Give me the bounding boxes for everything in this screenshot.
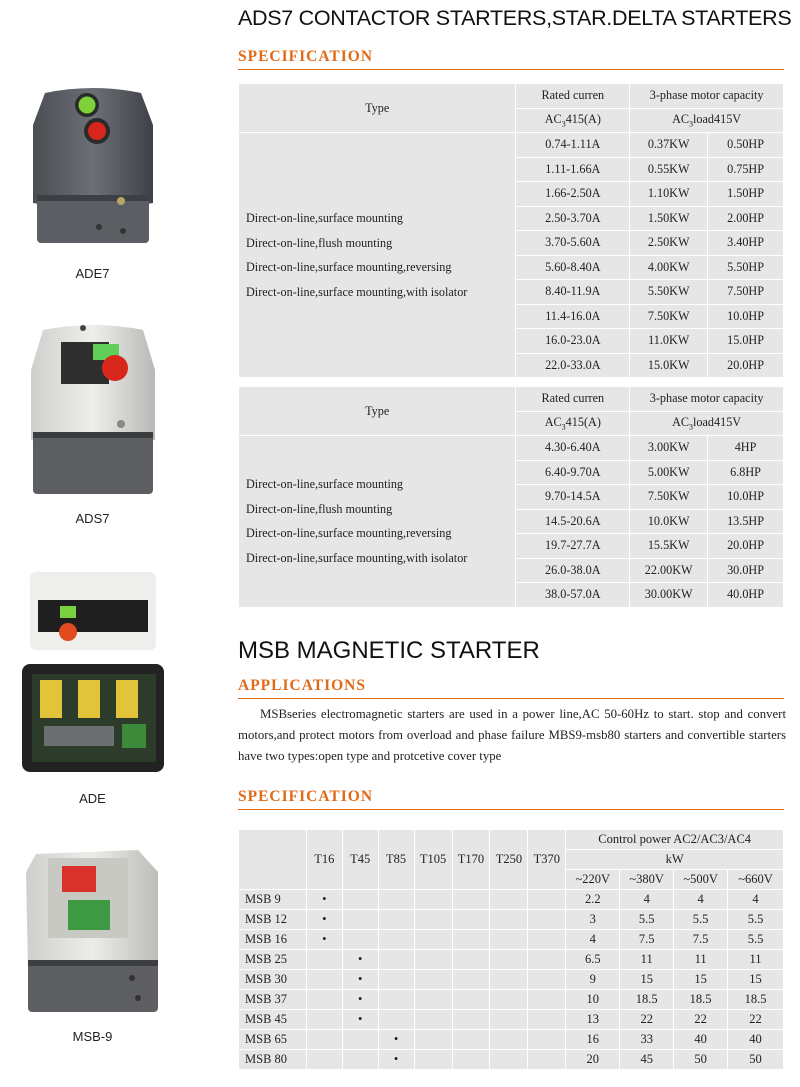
t-cell <box>490 970 528 990</box>
t-cell <box>342 930 378 950</box>
motor-hp-cell: 3.40HP <box>708 231 784 256</box>
type-item: Direct-on-line,surface mounting <box>246 477 404 492</box>
model-name: MSB 45 <box>239 1010 307 1030</box>
power-value: 13 <box>566 1010 620 1030</box>
motor-header-line1: 3-phase motor capacity <box>630 387 784 412</box>
voltage-header: ~660V <box>728 870 784 890</box>
voltage-header: ~220V <box>566 870 620 890</box>
motor-kw-cell: 0.55KW <box>630 157 708 182</box>
t-cell <box>452 1030 490 1050</box>
rated-current-cell: 19.7-27.7A <box>516 534 630 559</box>
motor-kw-cell: 3.00KW <box>630 436 708 461</box>
t-cell <box>414 950 452 970</box>
t-cell <box>452 930 490 950</box>
t-header: T170 <box>452 830 490 890</box>
dot-mark: • <box>342 990 378 1010</box>
t-cell <box>414 970 452 990</box>
power-value: 5.5 <box>620 910 674 930</box>
motor-hp-cell: 15.0HP <box>708 329 784 354</box>
motor-kw-cell: 30.00KW <box>630 583 708 608</box>
power-value: 3 <box>566 910 620 930</box>
table-row <box>239 133 784 158</box>
dot-mark: • <box>342 1010 378 1030</box>
t-cell <box>490 1030 528 1050</box>
table-header-row <box>239 830 784 850</box>
t-cell <box>528 1030 566 1050</box>
motor-hp-cell: 30.0HP <box>708 558 784 583</box>
motor-hp-cell: 10.0HP <box>708 485 784 510</box>
dot-mark: • <box>342 970 378 990</box>
voltage-header: ~380V <box>620 870 674 890</box>
t-cell <box>528 910 566 930</box>
t-cell <box>414 930 452 950</box>
t-cell <box>490 910 528 930</box>
rated-header-line2: $AC_3415(A)$ <box>516 411 630 436</box>
t-cell <box>378 970 414 990</box>
voltage-header: ~500V <box>674 870 728 890</box>
t-cell <box>342 910 378 930</box>
rated-current-cell: 5.60-8.40A <box>516 255 630 280</box>
product-ads7 <box>10 320 175 526</box>
table-row <box>239 1030 784 1050</box>
type-item: Direct-on-line,surface mounting,reversing <box>246 260 452 274</box>
product-ade <box>10 570 175 806</box>
dot-mark: • <box>306 910 342 930</box>
t-cell <box>490 950 528 970</box>
power-value: 40 <box>728 1030 784 1050</box>
motor-hp-cell: 0.75HP <box>708 157 784 182</box>
rated-header-line2: $AC_3415(A)$ <box>516 108 630 133</box>
table-row <box>239 950 784 970</box>
motor-hp-cell: 40.0HP <box>708 583 784 608</box>
type-list-cell <box>239 436 516 608</box>
type-list-cell <box>239 133 516 378</box>
rated-current-cell: 6.40-9.70A <box>516 460 630 485</box>
rated-current-cell: 2.50-3.70A <box>516 206 630 231</box>
power-value: 50 <box>728 1050 784 1070</box>
power-value: 11 <box>674 950 728 970</box>
t-cell <box>378 910 414 930</box>
dot-mark: • <box>378 1030 414 1050</box>
power-value: 40 <box>674 1030 728 1050</box>
motor-hp-cell: 10.0HP <box>708 304 784 329</box>
t-header: T85 <box>378 830 414 890</box>
t-cell <box>528 890 566 910</box>
spec-table-ade7 <box>238 83 784 378</box>
product-ade7 <box>10 85 175 281</box>
power-value: 18.5 <box>620 990 674 1010</box>
model-header <box>239 830 307 890</box>
t-cell <box>452 990 490 1010</box>
t-cell <box>414 990 452 1010</box>
t-cell <box>306 970 342 990</box>
motor-kw-cell: 1.10KW <box>630 182 708 207</box>
power-value: 4 <box>566 930 620 950</box>
rated-current-cell: 22.0-33.0A <box>516 353 630 378</box>
power-value: 5.5 <box>728 910 784 930</box>
msb9-image <box>18 848 168 1018</box>
t-cell <box>528 970 566 990</box>
type-item: Direct-on-line,flush mounting <box>246 501 393 516</box>
power-value: 20 <box>566 1050 620 1070</box>
rated-current-cell: 38.0-57.0A <box>516 583 630 608</box>
t-cell <box>306 1050 342 1070</box>
model-name: MSB 37 <box>239 990 307 1010</box>
msb-title: MSB MAGNETIC STARTER <box>238 637 540 664</box>
t-cell <box>342 1030 378 1050</box>
t-cell <box>452 970 490 990</box>
dot-mark: • <box>306 890 342 910</box>
t-cell <box>452 1050 490 1070</box>
power-value: 15 <box>620 970 674 990</box>
t-cell <box>528 950 566 970</box>
ads7-image <box>23 320 163 500</box>
power-value: 4 <box>728 890 784 910</box>
model-name: MSB 80 <box>239 1050 307 1070</box>
t-cell <box>378 930 414 950</box>
power-value: 50 <box>674 1050 728 1070</box>
power-value: 18.5 <box>674 990 728 1010</box>
table-row <box>239 1050 784 1070</box>
type-item: Direct-on-line,surface mounting,reversing <box>246 526 452 541</box>
product-caption: ADE <box>79 791 106 806</box>
dot-mark: • <box>378 1050 414 1070</box>
t-cell <box>306 990 342 1010</box>
t-cell <box>490 1010 528 1030</box>
power-value: 45 <box>620 1050 674 1070</box>
t-header: T250 <box>490 830 528 890</box>
rated-current-cell: 16.0-23.0A <box>516 329 630 354</box>
motor-kw-cell: 2.50KW <box>630 231 708 256</box>
t-cell <box>378 890 414 910</box>
rated-current-cell: 1.66-2.50A <box>516 182 630 207</box>
power-value: 5.5 <box>728 930 784 950</box>
power-value: 22 <box>728 1010 784 1030</box>
table-row <box>239 1010 784 1030</box>
motor-kw-cell: 5.50KW <box>630 280 708 305</box>
t-cell <box>342 890 378 910</box>
t-cell <box>414 1030 452 1050</box>
power-value: 7.5 <box>674 930 728 950</box>
t-cell <box>378 990 414 1010</box>
motor-kw-cell: 4.00KW <box>630 255 708 280</box>
power-value: 4 <box>674 890 728 910</box>
power-value: 5.5 <box>674 910 728 930</box>
t-cell <box>306 1030 342 1050</box>
motor-kw-cell: 22.00KW <box>630 558 708 583</box>
section-heading-applications: APPLICATIONS <box>238 677 784 699</box>
msb-spec-table <box>238 829 784 1070</box>
product-msb9 <box>10 848 175 1044</box>
power-value: 11 <box>728 950 784 970</box>
motor-hp-cell: 0.50HP <box>708 133 784 158</box>
spec-table-ads7 <box>238 386 784 608</box>
power-value: 22 <box>674 1010 728 1030</box>
model-name: MSB 65 <box>239 1030 307 1050</box>
motor-hp-cell: 1.50HP <box>708 182 784 207</box>
motor-kw-cell: 10.0KW <box>630 509 708 534</box>
rated-current-cell: 14.5-20.6A <box>516 509 630 534</box>
motor-hp-cell: 7.50HP <box>708 280 784 305</box>
applications-text: MSBseries electromagnetic starters are used in a power line,AC 50-60Hz to start. stop and convert motors,and protect motors from overload and phase failure MBS9-msb80 starters and convertible starters have two types:open type and protcetive cover type <box>238 707 786 763</box>
motor-kw-cell: 15.5KW <box>630 534 708 559</box>
rated-current-cell: 9.70-14.5A <box>516 485 630 510</box>
t-cell <box>452 950 490 970</box>
section-heading-msb-specification: SPECIFICATION <box>238 788 784 810</box>
power-value: 33 <box>620 1030 674 1050</box>
power-value: 22 <box>620 1010 674 1030</box>
motor-hp-cell: 4HP <box>708 436 784 461</box>
t-cell <box>452 890 490 910</box>
motor-kw-cell: 11.0KW <box>630 329 708 354</box>
motor-kw-cell: 1.50KW <box>630 206 708 231</box>
page-title: ADS7 CONTACTOR STARTERS,STAR.DELTA STARTERS <box>238 6 792 30</box>
motor-hp-cell: 6.8HP <box>708 460 784 485</box>
power-value: 9 <box>566 970 620 990</box>
power-value: 18.5 <box>728 990 784 1010</box>
t-cell <box>490 890 528 910</box>
t-cell <box>452 910 490 930</box>
t-header: T45 <box>342 830 378 890</box>
t-cell <box>342 1050 378 1070</box>
rated-current-cell: 11.4-16.0A <box>516 304 630 329</box>
ade7-image <box>23 85 163 255</box>
power-header: Control power AC2/AC3/AC4 <box>566 830 784 850</box>
rated-current-cell: 4.30-6.40A <box>516 436 630 461</box>
table-row <box>239 890 784 910</box>
dot-mark: • <box>342 950 378 970</box>
motor-header-line2: $AC_3load415V$ <box>630 411 784 436</box>
power-value: 15 <box>728 970 784 990</box>
power-value: 16 <box>566 1030 620 1050</box>
motor-hp-cell: 20.0HP <box>708 353 784 378</box>
t-header: T105 <box>414 830 452 890</box>
motor-hp-cell: 20.0HP <box>708 534 784 559</box>
power-unit: kW <box>566 850 784 870</box>
table-header-row <box>239 84 784 109</box>
power-value: 4 <box>620 890 674 910</box>
ade-image <box>18 570 168 780</box>
t-cell <box>306 1010 342 1030</box>
motor-header-line2: $AC_3load415V$ <box>630 108 784 133</box>
t-cell <box>378 950 414 970</box>
rated-current-cell: 1.11-1.66A <box>516 157 630 182</box>
t-cell <box>528 990 566 1010</box>
power-value: 7.5 <box>620 930 674 950</box>
rated-header-line1: Rated curren <box>516 84 630 109</box>
rated-current-cell: 26.0-38.0A <box>516 558 630 583</box>
t-header: T16 <box>306 830 342 890</box>
t-cell <box>414 890 452 910</box>
t-header: T370 <box>528 830 566 890</box>
type-header: Type <box>239 84 516 133</box>
table-header-row <box>239 387 784 412</box>
t-cell <box>306 950 342 970</box>
product-caption: ADE7 <box>75 266 110 281</box>
section-heading-specification: SPECIFICATION <box>238 48 784 70</box>
model-name: MSB 30 <box>239 970 307 990</box>
t-cell <box>528 1050 566 1070</box>
model-name: MSB 12 <box>239 910 307 930</box>
type-item: Direct-on-line,surface mounting,with isolator <box>246 550 468 565</box>
t-cell <box>452 1010 490 1030</box>
model-name: MSB 9 <box>239 890 307 910</box>
rated-header-line1: Rated curren <box>516 387 630 412</box>
type-item: Direct-on-line,surface mounting,with isolator <box>246 284 468 299</box>
t-cell <box>378 1010 414 1030</box>
t-cell <box>490 990 528 1010</box>
model-name: MSB 25 <box>239 950 307 970</box>
power-value: 2.2 <box>566 890 620 910</box>
t-cell <box>414 1010 452 1030</box>
table-row <box>239 930 784 950</box>
power-value: 6.5 <box>566 950 620 970</box>
rated-current-cell: 8.40-11.9A <box>516 280 630 305</box>
table-row <box>239 990 784 1010</box>
type-header: Type <box>239 387 516 436</box>
power-value: 11 <box>620 950 674 970</box>
motor-hp-cell: 13.5HP <box>708 509 784 534</box>
t-cell <box>490 1050 528 1070</box>
motor-kw-cell: 5.00KW <box>630 460 708 485</box>
type-item: Direct-on-line,flush mounting <box>246 235 393 250</box>
table-row <box>239 436 784 461</box>
t-cell <box>528 1010 566 1030</box>
power-value: 10 <box>566 990 620 1010</box>
product-caption: MSB-9 <box>72 1029 113 1044</box>
motor-hp-cell: 2.00HP <box>708 206 784 231</box>
t-cell <box>490 930 528 950</box>
dot-mark: • <box>306 930 342 950</box>
power-value: 15 <box>674 970 728 990</box>
motor-kw-cell: 7.50KW <box>630 485 708 510</box>
motor-kw-cell: 7.50KW <box>630 304 708 329</box>
t-cell <box>414 910 452 930</box>
type-item: Direct-on-line,surface mounting <box>246 211 404 225</box>
model-name: MSB 16 <box>239 930 307 950</box>
motor-kw-cell: 0.37KW <box>630 133 708 158</box>
t-cell <box>414 1050 452 1070</box>
motor-header-line1: 3-phase motor capacity <box>630 84 784 109</box>
rated-current-cell: 3.70-5.60A <box>516 231 630 256</box>
t-cell <box>528 930 566 950</box>
table-row <box>239 970 784 990</box>
product-caption: ADS7 <box>75 511 110 526</box>
rated-current-cell: 0.74-1.11A <box>516 133 630 158</box>
table-row <box>239 910 784 930</box>
motor-kw-cell: 15.0KW <box>630 353 708 378</box>
motor-hp-cell: 5.50HP <box>708 255 784 280</box>
